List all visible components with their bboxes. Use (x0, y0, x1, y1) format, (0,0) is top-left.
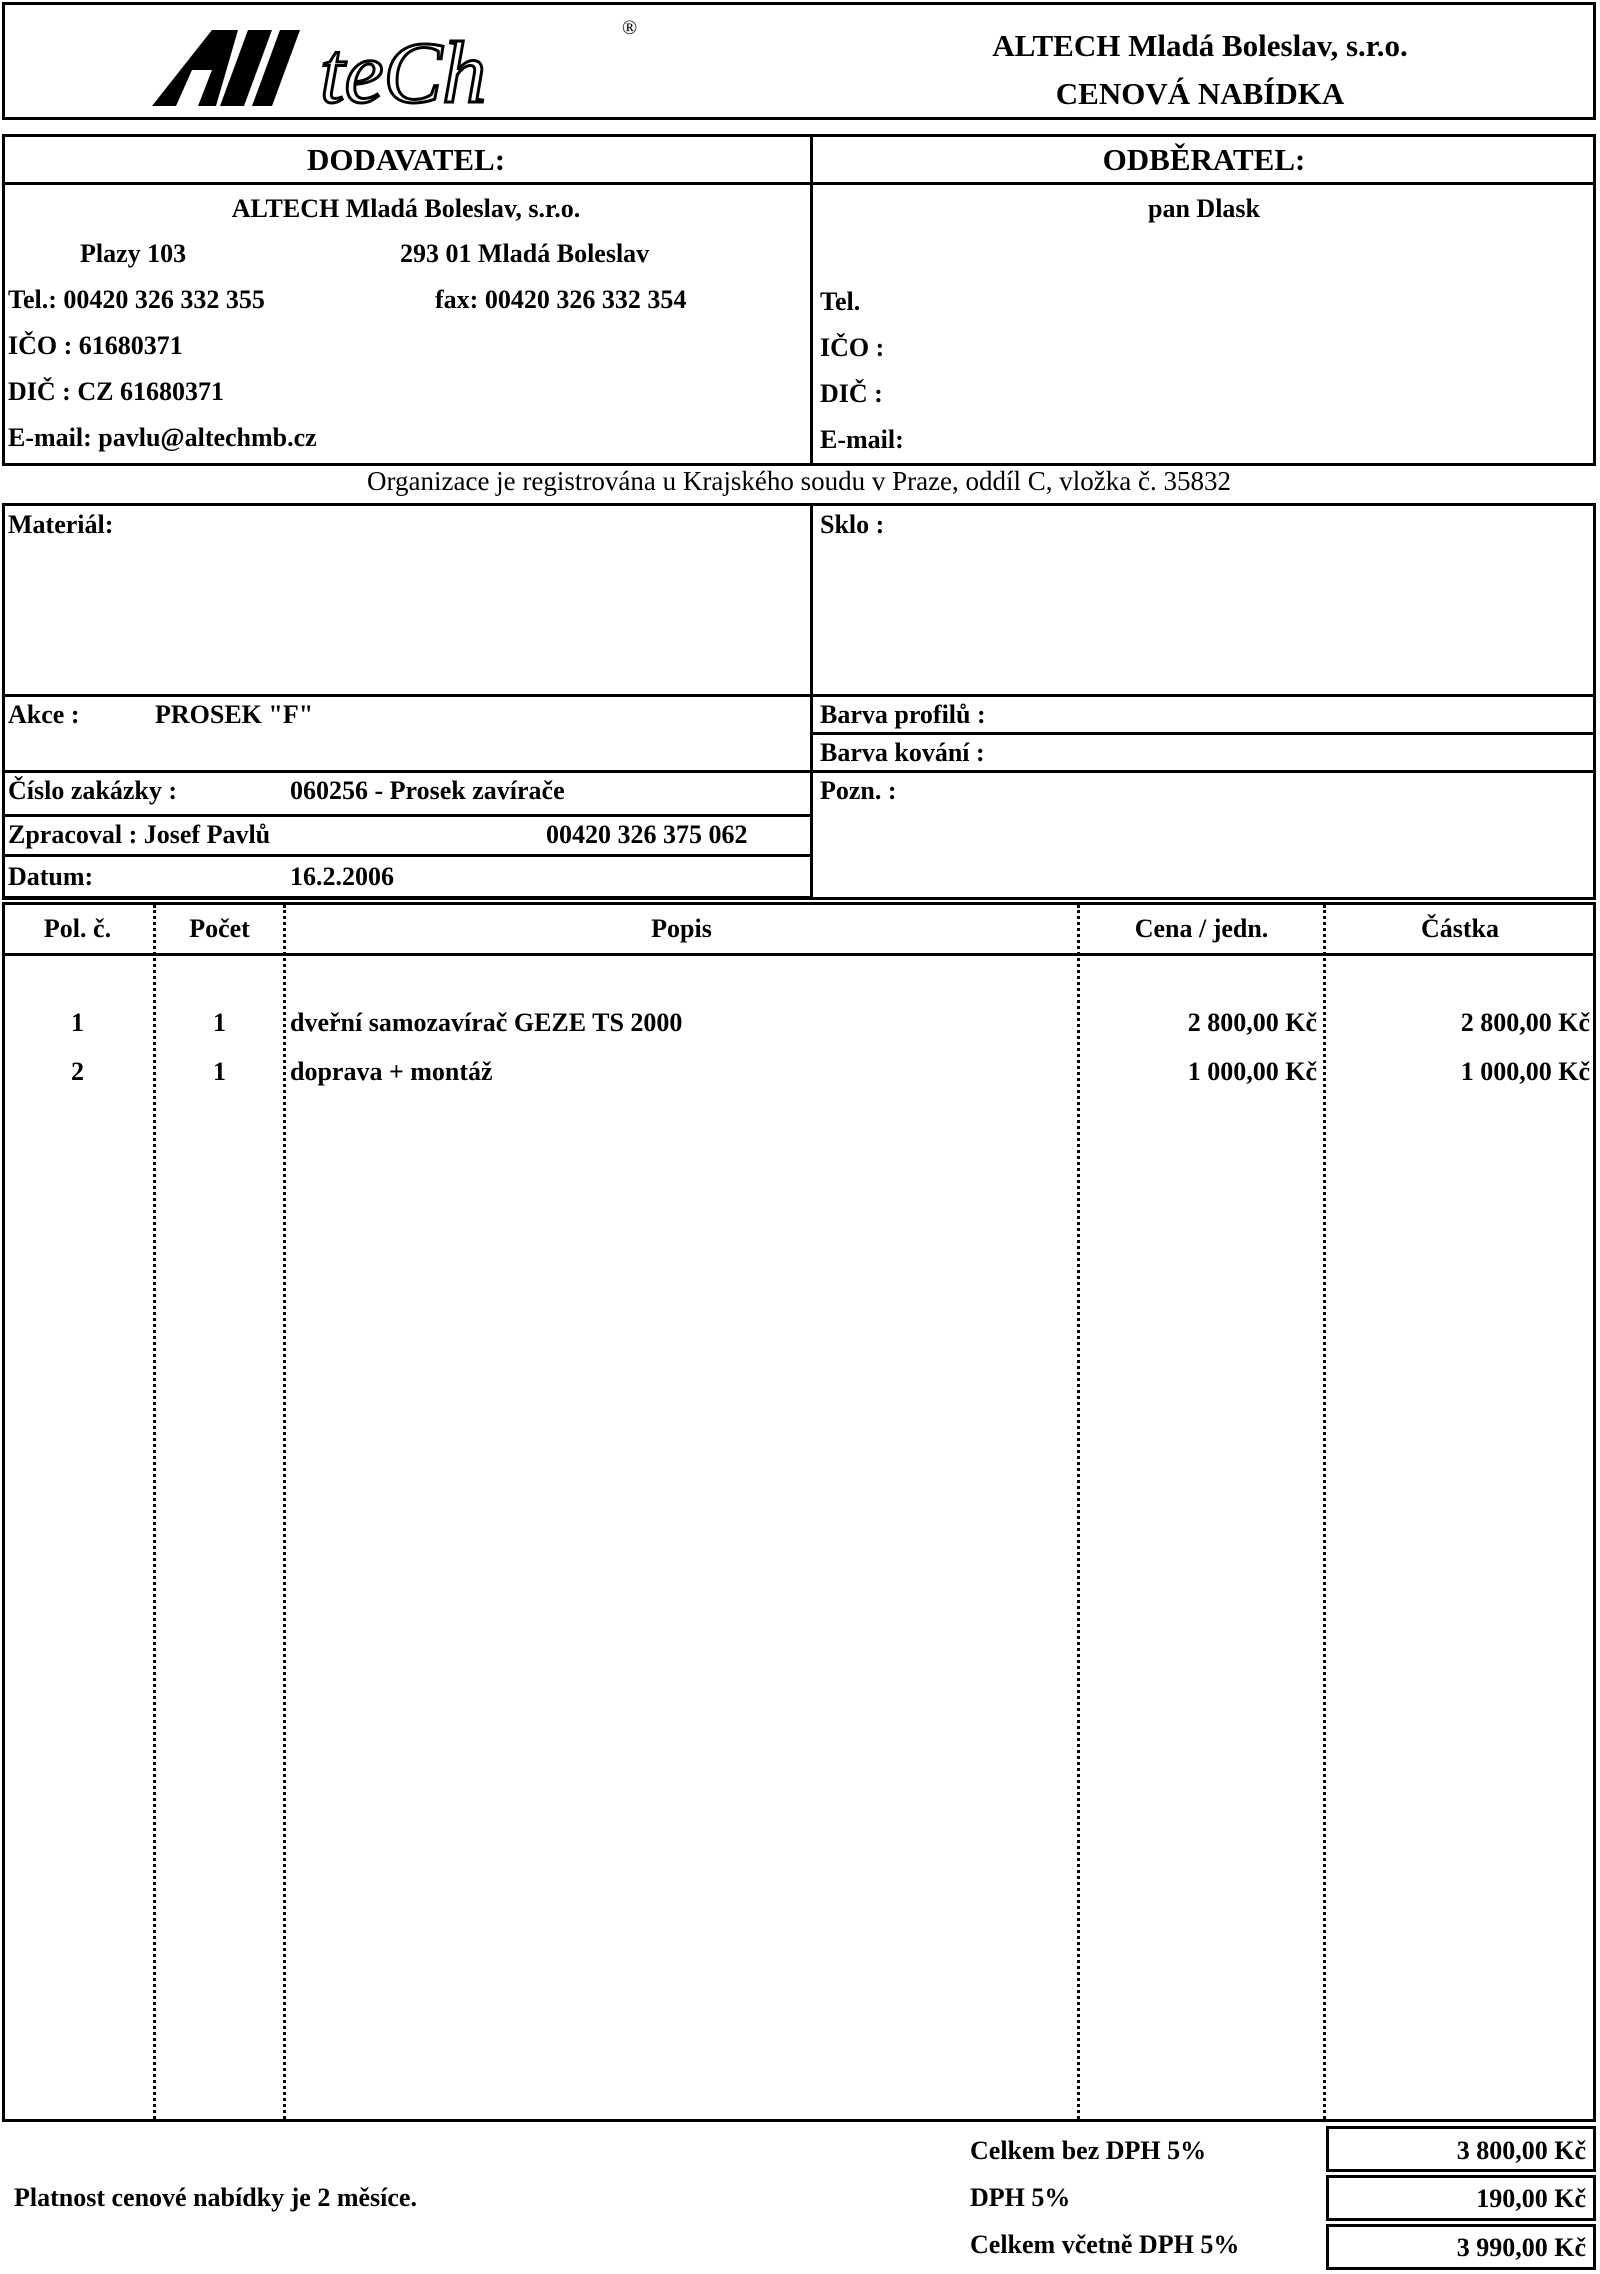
row-desc: dveřní samozavírač GEZE TS 2000 (290, 1008, 683, 1037)
total-label: Celkem včetně DPH 5% (970, 2230, 1240, 2259)
registered-mark: ® (622, 17, 638, 39)
col-header-amount: Částka (1420, 914, 1499, 943)
supplier-tel: Tel.: 00420 326 332 355 (8, 285, 265, 314)
row-desc: doprava + montáž (290, 1057, 493, 1086)
row-pos: 1 (71, 1008, 84, 1037)
company-name: ALTECH Mladá Boleslav, s.r.o. (992, 28, 1408, 63)
supplier-email: E-mail: pavlu@altechmb.cz (8, 423, 317, 452)
processed-label: Zpracoval : Josef Pavlů (8, 820, 271, 849)
supplier-city: 293 01 Mladá Boleslav (400, 239, 650, 268)
action-label: Akce : (8, 700, 80, 729)
supplier-dic: DIČ : CZ 61680371 (8, 377, 224, 406)
row-pos: 2 (71, 1057, 84, 1086)
row-amount: 1 000,00 Kč (1460, 1057, 1590, 1086)
row-qty: 1 (213, 1057, 226, 1086)
details-line-6 (2, 896, 810, 899)
details-line-4 (2, 814, 810, 817)
note-label: Pozn. : (820, 776, 897, 805)
registration-note: Organizace je registrována u Krajského soudu v Praze, oddíl C, vložka č. 35832 (367, 466, 1231, 496)
items-table (2, 902, 1596, 2122)
order-value: 060256 - Prosek zavírače (290, 776, 565, 805)
total-value: 3 990,00 Kč (1456, 2233, 1586, 2262)
row-qty: 1 (213, 1008, 226, 1037)
customer-email: E-mail: (820, 425, 904, 454)
supplier-ico: IČO : 61680371 (8, 331, 183, 360)
profile-color-label: Barva profilů : (820, 700, 986, 729)
vat-value: 190,00 Kč (1476, 2184, 1586, 2213)
subtotal-label: Celkem bez DPH 5% (970, 2136, 1207, 2165)
processed-phone: 00420 326 375 062 (546, 820, 748, 849)
order-label: Číslo zakázky : (8, 776, 177, 805)
col-divider-1 (153, 905, 156, 2119)
validity-note: Platnost cenové nabídky je 2 měsíce. (14, 2183, 417, 2212)
customer-ico: IČO : (820, 333, 885, 362)
material-label: Materiál: (8, 510, 114, 539)
details-divider (810, 503, 813, 900)
col-header-desc: Popis (651, 914, 712, 943)
subtotal-value: 3 800,00 Kč (1456, 2136, 1586, 2165)
logo-text: teCh (320, 25, 487, 113)
row-amount: 2 800,00 Kč (1460, 1008, 1590, 1037)
fitting-color-label: Barva kování : (820, 738, 985, 767)
action-value: PROSEK "F" (155, 700, 314, 729)
date-value: 16.2.2006 (290, 862, 394, 891)
parties-heading-line (2, 182, 1596, 185)
row-unit-price: 2 800,00 Kč (1187, 1008, 1317, 1037)
col-divider-3 (1077, 905, 1080, 2119)
details-line-2 (812, 732, 1596, 735)
col-header-pos: Pol. č. (43, 914, 112, 943)
vat-label: DPH 5% (970, 2183, 1071, 2212)
details-line-3 (2, 770, 1596, 773)
customer-heading: ODBĚRATEL: (1102, 142, 1306, 177)
col-header-qty: Počet (189, 914, 250, 943)
items-header-line (2, 953, 1596, 956)
row-unit-price: 1 000,00 Kč (1187, 1057, 1317, 1086)
altech-logo (140, 18, 640, 113)
col-divider-4 (1323, 905, 1326, 2119)
customer-tel: Tel. (820, 287, 861, 316)
supplier-name: ALTECH Mladá Boleslav, s.r.o. (231, 194, 581, 223)
details-line-1 (2, 694, 1596, 697)
document-title: CENOVÁ NABÍDKA (1055, 76, 1345, 111)
supplier-fax: fax: 00420 326 332 354 (435, 285, 687, 314)
col-header-unit-price: Cena / jedn. (1134, 914, 1269, 943)
supplier-heading: DODAVATEL: (306, 142, 506, 177)
date-label: Datum: (8, 862, 94, 891)
customer-dic: DIČ : (820, 379, 883, 408)
col-divider-2 (283, 905, 286, 2119)
customer-name: pan Dlask (1148, 194, 1260, 223)
details-line-5 (2, 854, 810, 857)
supplier-street: Plazy 103 (80, 239, 187, 268)
glass-label: Sklo : (820, 510, 885, 539)
